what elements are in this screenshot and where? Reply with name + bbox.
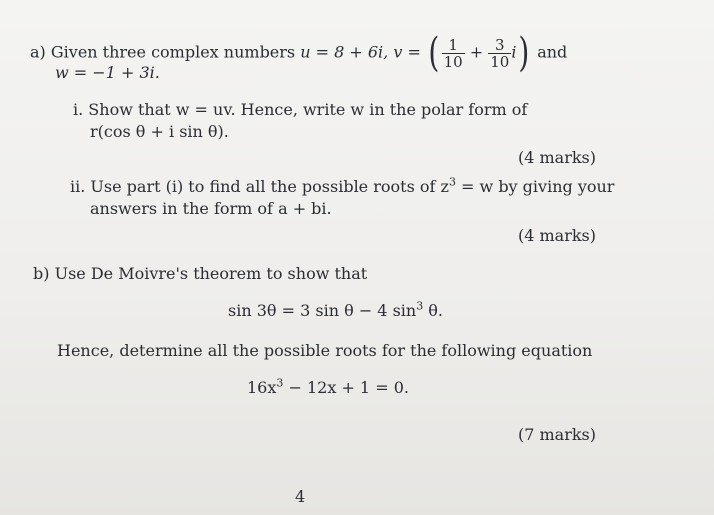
question-a-ii-marks: (4 marks) — [517, 226, 596, 245]
plus-sign: + — [469, 42, 484, 62]
question-a-label: a) — [30, 42, 46, 62]
left-paren: ( — [428, 30, 440, 76]
question-b-text: Use De Moivre's theorem to show that — [54, 264, 368, 283]
right-paren: ) — [518, 30, 530, 76]
w-definition: w = −1 + 3i. — [55, 63, 160, 82]
and-word: and — [537, 42, 568, 62]
question-a-ii-line1 — [70, 177, 614, 197]
imaginary-unit: i — [511, 42, 517, 62]
question-b-label: b) — [33, 264, 50, 283]
fraction-1-over-10: $\frac{1}{10}$ — [443, 35, 463, 71]
question-b-line1 — [33, 264, 367, 284]
question-a-intro: Given three complex numbers — [50, 42, 296, 62]
question-a-ii-text1: Use part (i) to find all the possible roots of $z^3 = w$ by giving your — [90, 175, 615, 196]
question-a-ii-label: ii. — [70, 177, 86, 196]
page-number: 4 — [295, 487, 306, 506]
question-a-ii-text2: answers in the form of a + bi. — [90, 199, 332, 218]
question-a-i-text2: r(cos θ + i sin θ). — [90, 122, 229, 141]
u-definition: u = 8 + 6i, v = — [300, 42, 421, 62]
fraction-3-over-10: $\frac{3}{10}$ — [490, 35, 510, 71]
question-a-i-label: i. — [73, 100, 84, 119]
cubic-equation: $16x^3 - 12x + 1 = 0$. — [247, 376, 409, 397]
question-b-hence: Hence, determine all the possible roots for the following equation — [57, 341, 593, 360]
question-b-marks: (7 marks) — [517, 425, 596, 444]
question-a-i-text1: Show that w = uv. Hence, write w in the polar form of — [88, 100, 528, 119]
trig-identity: sin 3θ = 3 sin θ − 4 $\sin^3 \theta$. — [228, 299, 444, 320]
question-a-i-marks: (4 marks) — [517, 148, 596, 167]
question-a-i-line1 — [73, 100, 527, 120]
